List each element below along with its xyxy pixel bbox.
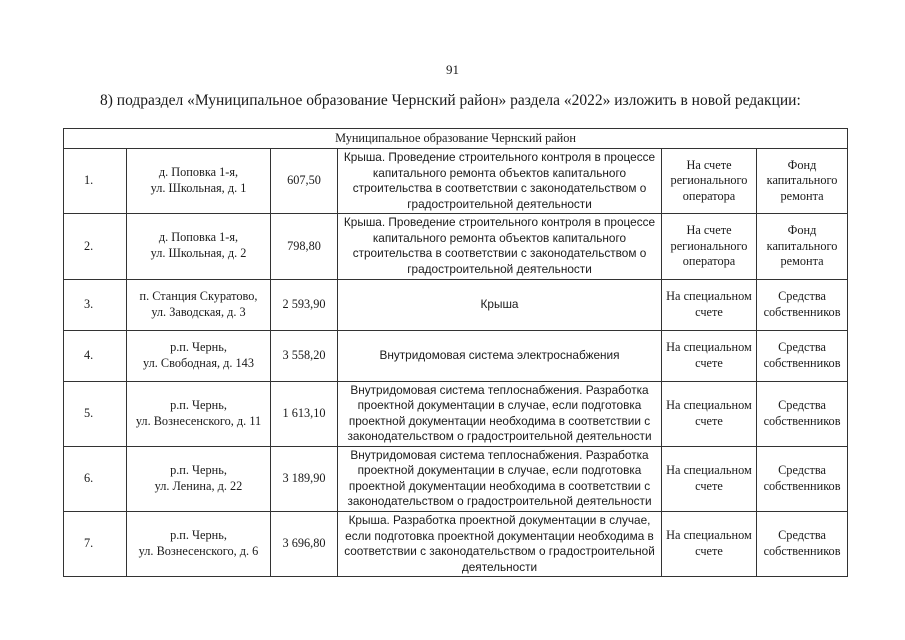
funding-source-cell: Средства собственников [757, 381, 848, 446]
address-line-street: ул. Вознесенского, д. 6 [138, 544, 259, 559]
municipality-header: Муниципальное образование Чернский район [64, 129, 848, 149]
address-cell [127, 330, 271, 381]
area-cell: 3 558,20 [271, 330, 338, 381]
work-type-cell: Крыша [338, 279, 662, 330]
address-line-street: ул. Заводская, д. 3 [151, 304, 246, 319]
row-number: 1. [64, 149, 127, 214]
address-line-street: ул. Свободная, д. 143 [143, 355, 254, 370]
table-row [64, 149, 848, 214]
funding-source-cell: Средства собственников [757, 279, 848, 330]
address-line-street: ул. Школьная, д. 1 [150, 181, 247, 196]
address-line-settlement: р.п. Чернь, [170, 462, 227, 477]
address-line-settlement: д. Поповка 1-я, [158, 230, 239, 245]
work-type-cell: Крыша. Проведение строительного контроля в процессе капитального ремонта объектов капитального строительства в соответствии с законодательством о градостроительной деятельности [338, 149, 662, 214]
work-type-cell: Крыша. Разработка проектной документации в случае, если подготовка проектной документации необходима в соответствии с законодательством о градостроительной деятельности [338, 512, 662, 577]
account-type-cell: На специальном счете [662, 381, 757, 446]
page-number: 91 [446, 62, 459, 77]
area-cell: 798,80 [271, 214, 338, 279]
account-type-cell: На счете регионального оператора [662, 149, 757, 214]
work-type-cell: Внутридомовая система теплоснабжения. Разработка проектной документации в случае, если подготовка проектной документации необходима в соответствии с законодательством о градостроительной деятельности [338, 381, 662, 446]
account-type-cell: На специальном счете [662, 330, 757, 381]
row-number: 3. [64, 279, 127, 330]
address-line-settlement: р.п. Чернь, [170, 528, 227, 543]
address-line-street: ул. Ленина, д. 22 [154, 478, 243, 493]
area-cell: 2 593,90 [271, 279, 338, 330]
row-number: 2. [64, 214, 127, 279]
work-type-cell: Внутридомовая система электроснабжения [338, 330, 662, 381]
address-cell [127, 381, 271, 446]
account-type-cell: На специальном счете [662, 512, 757, 577]
address-cell [127, 512, 271, 577]
table-row [64, 214, 848, 279]
address-line-settlement: д. Поповка 1-я, [158, 165, 239, 180]
address-cell [127, 446, 271, 511]
table-row [64, 512, 848, 577]
table-row [64, 279, 848, 330]
area-cell: 3 696,80 [271, 512, 338, 577]
row-number: 5. [64, 381, 127, 446]
funding-source-cell: Средства собственников [757, 446, 848, 511]
address-line-settlement: р.п. Чернь, [170, 397, 227, 412]
address-line-settlement: п. Станция Скуратово, [139, 288, 258, 303]
row-number: 6. [64, 446, 127, 511]
row-number: 7. [64, 512, 127, 577]
table-row [64, 381, 848, 446]
table-row [64, 330, 848, 381]
repair-program-table [63, 128, 848, 577]
work-type-cell: Внутридомовая система теплоснабжения. Разработка проектной документации в случае, если подготовка проектной документации необходима в соответствии с законодательством о градостроительной деятельности [338, 446, 662, 511]
address-cell [127, 279, 271, 330]
table-row [64, 446, 848, 511]
address-cell [127, 149, 271, 214]
address-line-street: ул. Вознесенского, д. 11 [135, 413, 262, 428]
funding-source-cell: Средства собственников [757, 512, 848, 577]
address-cell [127, 214, 271, 279]
amendment-intro-text: 8) подраздел «Муниципальное образование Чернский район» раздела «2022» изложить в новой редакции: [100, 92, 801, 109]
funding-source-cell: Средства собственников [757, 330, 848, 381]
funding-source-cell: Фонд капитального ремонта [757, 214, 848, 279]
address-line-street: ул. Школьная, д. 2 [150, 246, 247, 261]
area-cell: 3 189,90 [271, 446, 338, 511]
work-type-cell: Крыша. Проведение строительного контроля в процессе капитального ремонта объектов капитального строительства в соответствии с законодательством о градостроительной деятельности [338, 214, 662, 279]
area-cell: 1 613,10 [271, 381, 338, 446]
account-type-cell: На специальном счете [662, 446, 757, 511]
address-line-settlement: р.п. Чернь, [170, 339, 227, 354]
account-type-cell: На специальном счете [662, 279, 757, 330]
row-number: 4. [64, 330, 127, 381]
table-header-row [64, 129, 848, 149]
account-type-cell: На счете регионального оператора [662, 214, 757, 279]
funding-source-cell: Фонд капитального ремонта [757, 149, 848, 214]
area-cell: 607,50 [271, 149, 338, 214]
